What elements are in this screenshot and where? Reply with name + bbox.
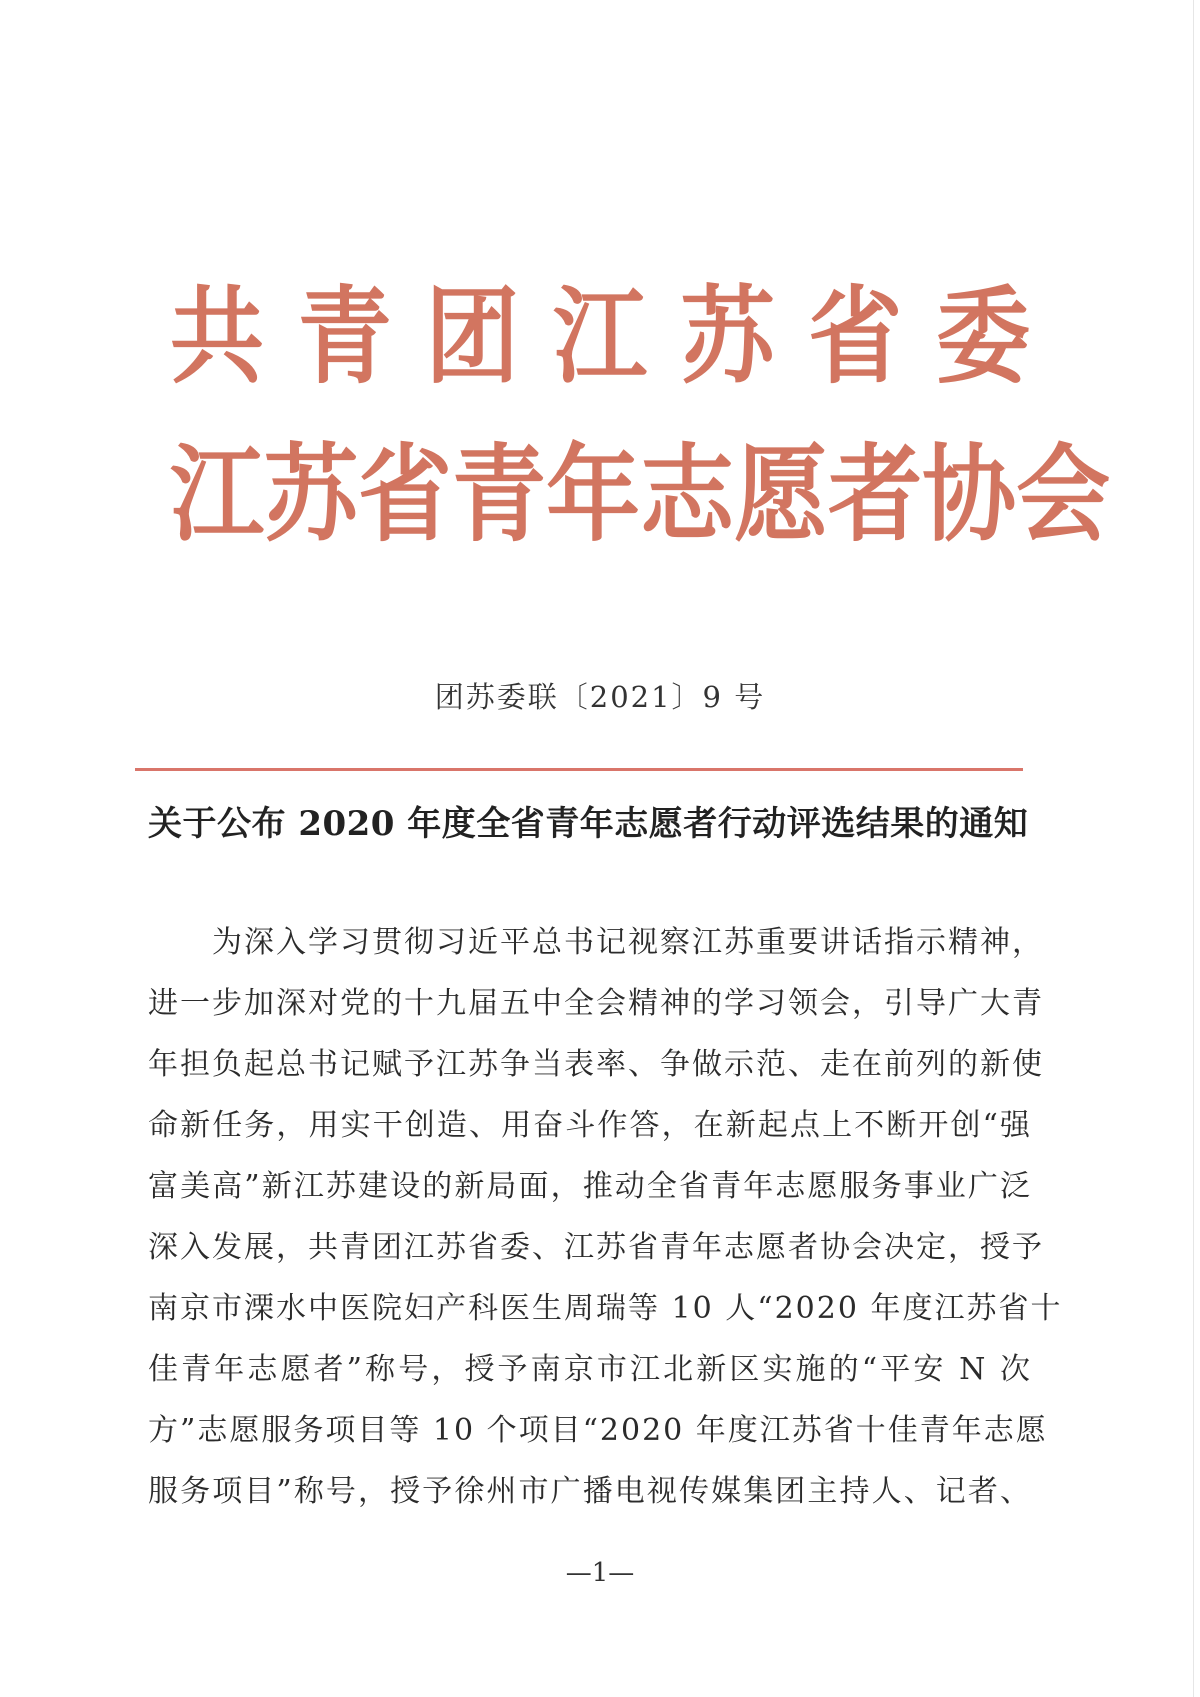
- document-body: [148, 912, 1063, 1522]
- body-line: 南京市溧水中医院妇产科医生周瑞等 10 人“2020 年度江苏省十: [148, 1291, 1063, 1326]
- masthead-char: 愿: [734, 433, 829, 557]
- body-line: 富美高”新江苏建设的新局面，推动全省青年志愿服务事业广泛: [148, 1169, 1032, 1204]
- body-line: 命新任务，用实干创造、用奋斗作答，在新起点上不断开创“强: [148, 1108, 1032, 1143]
- masthead-char: 苏: [680, 275, 775, 399]
- masthead-char: 江: [170, 433, 265, 557]
- masthead-line-1: [170, 275, 1030, 399]
- page-number: —1—: [565, 1558, 635, 1588]
- body-line: 进一步加深对党的十九届五中全会精神的学习领会，引导广大青: [148, 986, 1044, 1021]
- masthead-char: 志: [640, 433, 735, 557]
- masthead-char: 者: [828, 433, 923, 557]
- masthead-char: 团: [425, 275, 520, 399]
- masthead-line-2: [170, 433, 1111, 557]
- masthead-char: 青: [452, 433, 547, 557]
- masthead-char: 委: [935, 275, 1030, 399]
- body-line: 深入发展，共青团江苏省委、江苏省青年志愿者协会决定，授予: [148, 1230, 1044, 1265]
- document-number: 团苏委联〔2021〕9 号: [434, 680, 766, 714]
- masthead-char: 省: [358, 433, 453, 557]
- body-line: 佳青年志愿者”称号，授予南京市江北新区实施的“平安 N 次: [148, 1352, 1032, 1387]
- document-title: 关于公布 2020 年度全省青年志愿者行动评选结果的通知: [148, 804, 1029, 844]
- masthead-char: 会: [1016, 433, 1111, 557]
- masthead-char: 苏: [264, 433, 359, 557]
- body-line: 年担负起总书记赋予江苏争当表率、争做示范、走在前列的新使: [148, 1047, 1044, 1082]
- masthead-char: 青: [297, 275, 392, 399]
- masthead-char: 共: [170, 275, 265, 399]
- red-divider-rule: [135, 768, 1023, 771]
- body-line: 方”志愿服务项目等 10 个项目“2020 年度江苏省十佳青年志愿: [148, 1413, 1048, 1448]
- masthead-char: 协: [922, 433, 1017, 557]
- masthead-char: 江: [552, 275, 647, 399]
- body-line: 为深入学习贯彻习近平总书记视察江苏重要讲话指示精神，: [212, 925, 1044, 960]
- masthead-char: 年: [546, 433, 641, 557]
- masthead-char: 省: [808, 275, 903, 399]
- body-line: 服务项目”称号，授予徐州市广播电视传媒集团主持人、记者、: [148, 1474, 1032, 1509]
- page-edge: [1193, 0, 1194, 1697]
